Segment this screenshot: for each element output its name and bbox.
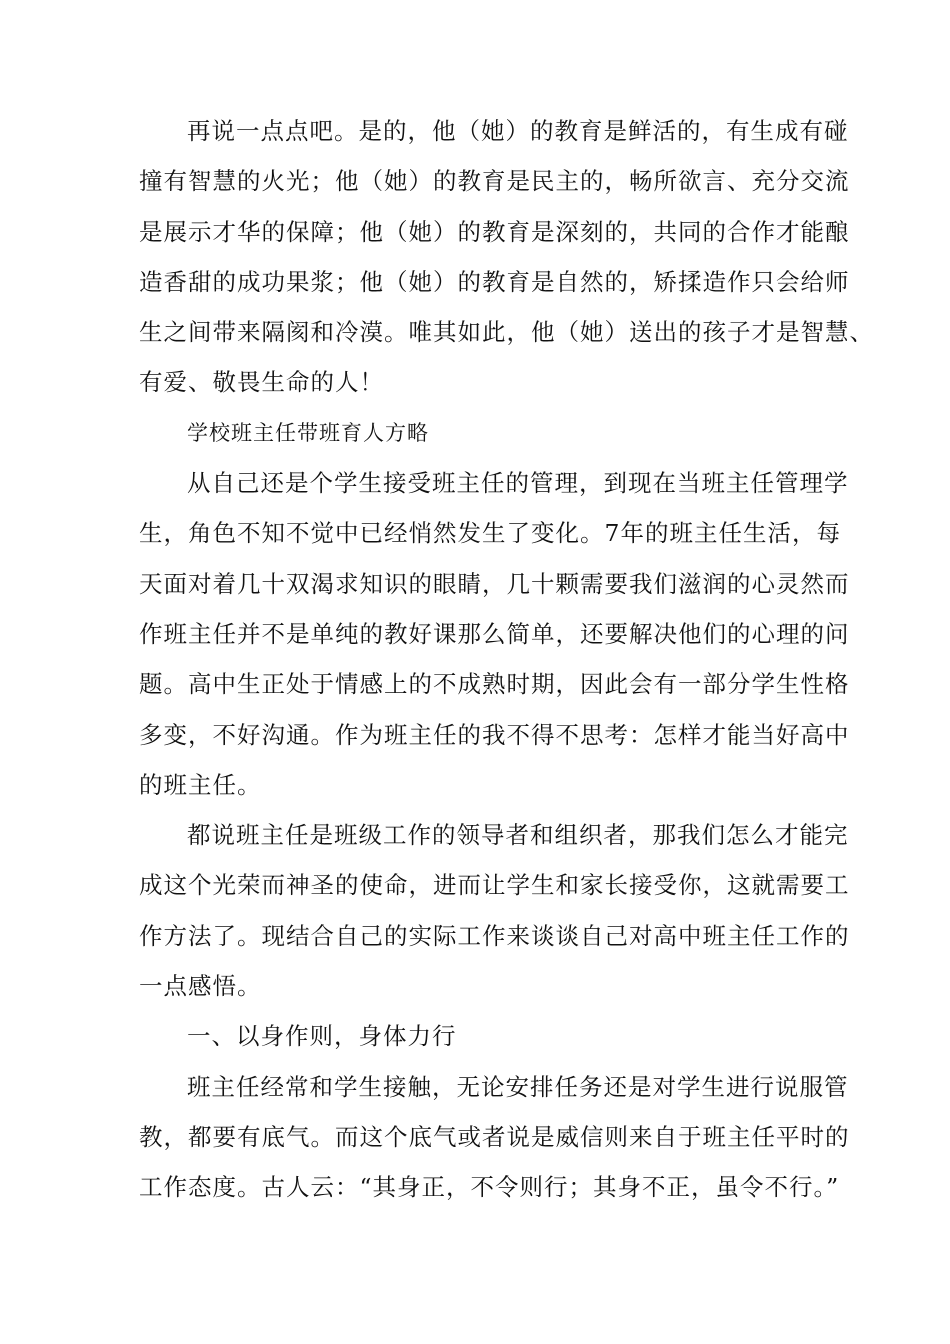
paragraph-line: 再说一点点吧。是的，他（她）的教育是鲜活的，有生成有碰 (187, 117, 849, 145)
paragraph-line: 教，都要有底气。而这个底气或者说是威信则来自于班主任平时的 (139, 1122, 850, 1151)
paragraph-line: 有爱、敬畏生命的人！ (139, 368, 384, 397)
paragraph-line: 生，角色不知不觉中已经悄然发生了变化。7年的班主任生活，每 (139, 519, 841, 548)
paragraph-line: 成这个光荣而神圣的使命，进而让学生和家长接受你，这就需要工 (139, 871, 850, 900)
paragraph-line: 题。高中生正处于情感上的不成熟时期，因此会有一部分学生性格 (139, 670, 850, 699)
paragraph-line: 的班主任。 (139, 770, 262, 799)
paragraph-line: 天面对着几十双渴求知识的眼睛，几十颗需要我们滋润的心灵然而 (139, 569, 850, 598)
paragraph-line: 班主任经常和学生接触，无论安排任务还是对学生进行说服管 (187, 1072, 849, 1101)
paragraph-line: 作方法了。现结合自己的实际工作来谈谈自己对高中班主任工作的 (139, 921, 850, 950)
section-heading: 一、以身作则，身体力行 (187, 1022, 457, 1051)
paragraph-line: 撞有智慧的火光；他（她）的教育是民主的，畅所欲言、充分交流 (139, 167, 850, 196)
paragraph-line: 作班主任并不是单纯的教好课那么简单，还要解决他们的心理的问 (139, 619, 850, 648)
document-body (139, 106, 874, 1213)
paragraph-line: 都说班主任是班级工作的领导者和组织者，那我们怎么才能完 (187, 821, 849, 850)
paragraph-line: 一点感悟。 (139, 972, 262, 1001)
paragraph-line: 多变，不好沟通。作为班主任的我不得不思考：怎样才能当好高中 (139, 720, 850, 749)
paragraph-line: 生之间带来隔阂和冷漠。唯其如此，他（她）送出的孩子才是智慧、 (139, 318, 874, 347)
section-title: 学校班主任带班育人方略 (187, 420, 429, 445)
paragraph-line: 工作态度。古人云：“其身正，不令则行；其身不正，虽令不行。” (139, 1173, 840, 1202)
paragraph-line: 造香甜的成功果浆；他（她）的教育是自然的，矫揉造作只会给师 (139, 267, 850, 296)
paragraph-line: 从自己还是个学生接受班主任的管理，到现在当班主任管理学 (187, 469, 849, 498)
paragraph-line: 是展示才华的保障；他（她）的教育是深刻的，共同的合作才能酿 (139, 217, 850, 246)
